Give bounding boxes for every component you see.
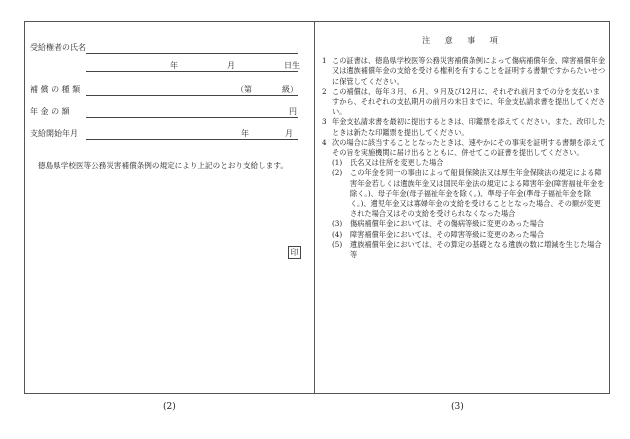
subitem-number: (2) [332, 168, 343, 178]
pension-amount-row [30, 106, 300, 118]
payment-start-row [30, 128, 300, 140]
note-item [320, 117, 606, 137]
note-text: この補償は、毎年３月、６月、９月及び12月に、それぞれ前月までの分を支払いますから、それぞれの支払期月の前月の末日までに、年金支払請求書を提出してください。 [332, 86, 606, 117]
start-year-label: 年 [241, 129, 249, 138]
note-text: この証書は、徳島県学校医等公務災害補償条例によって傷病補償年金、障害補償年金又は遺族補償年金の支給を受ける権利を有することを証明する書類ですからたいせつに保管してください。 [332, 56, 606, 86]
subitem-number: (4) [332, 229, 343, 239]
payment-statement: 徳島県学校医等公務災害補償条例の規定により上記のとおり支給します。 [38, 161, 288, 170]
start-month-label: 月 [285, 129, 293, 138]
compensation-type-line [86, 95, 298, 96]
note-subitem [320, 158, 606, 168]
note-subitem [320, 168, 606, 219]
pension-amount-label: 年 金 の 額 [30, 107, 70, 116]
note-subitem [320, 219, 606, 229]
note-number: 4 [322, 137, 327, 147]
compensation-type-row [30, 84, 300, 96]
payment-start-label: 支給開始年月 [30, 129, 78, 138]
right-page [320, 36, 606, 260]
subitem-text: 傷病補償年金においては、その傷病等級に変更のあった場合 [350, 219, 544, 229]
subitem-number: (3) [332, 219, 343, 229]
note-subitem [320, 240, 606, 260]
note-number: 3 [322, 117, 327, 127]
page-divider [314, 21, 315, 394]
subitem-text: この年金を同一の事由によって船員保険法又は厚生年金保険法の規定による障害年金若しくは遺族年金又は国民年金法の規定による障害年金(障害福祉年金を除く。)、母子年金(母子福祉年金を除く。)、準母子年金(準母子福祉年金を除く。)、遺児年金又は寡婦年金の支給を受けることとなった場合、その額が変更された場合又はその支給を受けられなくなった場合 [350, 168, 605, 219]
pension-amount-line [86, 117, 298, 118]
note-item [320, 87, 606, 118]
note-subitem [320, 230, 606, 240]
note-item [320, 138, 606, 158]
yen-label: 円 [289, 107, 297, 116]
recipient-name-row [30, 42, 300, 54]
subitem-text: 障害補償年金においては、その障害等級に変更のあった場合 [350, 229, 544, 239]
birth-day-label: 日生 [284, 61, 300, 70]
note-number: 1 [322, 56, 327, 66]
birthdate-row [30, 60, 300, 72]
birth-month-label: 月 [227, 61, 235, 70]
grade-open-label: （第 [236, 85, 252, 94]
note-item [320, 56, 606, 87]
note-text: 次の場合に該当することとなったときは、速やかにその事実を証明する書類を添えてその旨を実施機関に届け出るとともに、併せてこの証書を提出してください。 [332, 137, 606, 158]
grade-close-label: 級） [282, 85, 298, 94]
note-number: 2 [322, 86, 327, 96]
compensation-type-label: 補 償 の 種 類 [30, 85, 81, 94]
left-page-number: (2) [163, 402, 176, 412]
birthdate-line [86, 71, 298, 72]
right-page-number: (3) [451, 402, 464, 412]
notes-title: 注 意 事 項 [422, 36, 504, 45]
birth-year-label: 年 [170, 61, 178, 70]
subitem-number: (5) [332, 239, 343, 249]
subitem-text: 遺族補償年金においては、その算定の基礎となる遺族の数に増減を生じた場合等 [350, 239, 602, 260]
payment-start-line [86, 139, 298, 140]
subitem-text: 氏名又は住所を変更した場合 [350, 158, 444, 168]
recipient-name-line [86, 53, 298, 54]
seal-box: 印 [288, 246, 301, 259]
note-text: 年金支払請求書を最初に提出するときは、印鑑票を添えてください。また、改印したときは新たな印鑑票を提出してください。 [332, 117, 606, 137]
recipient-name-label: 受給権者の氏名 [30, 43, 86, 52]
subitem-number: (1) [332, 158, 343, 168]
